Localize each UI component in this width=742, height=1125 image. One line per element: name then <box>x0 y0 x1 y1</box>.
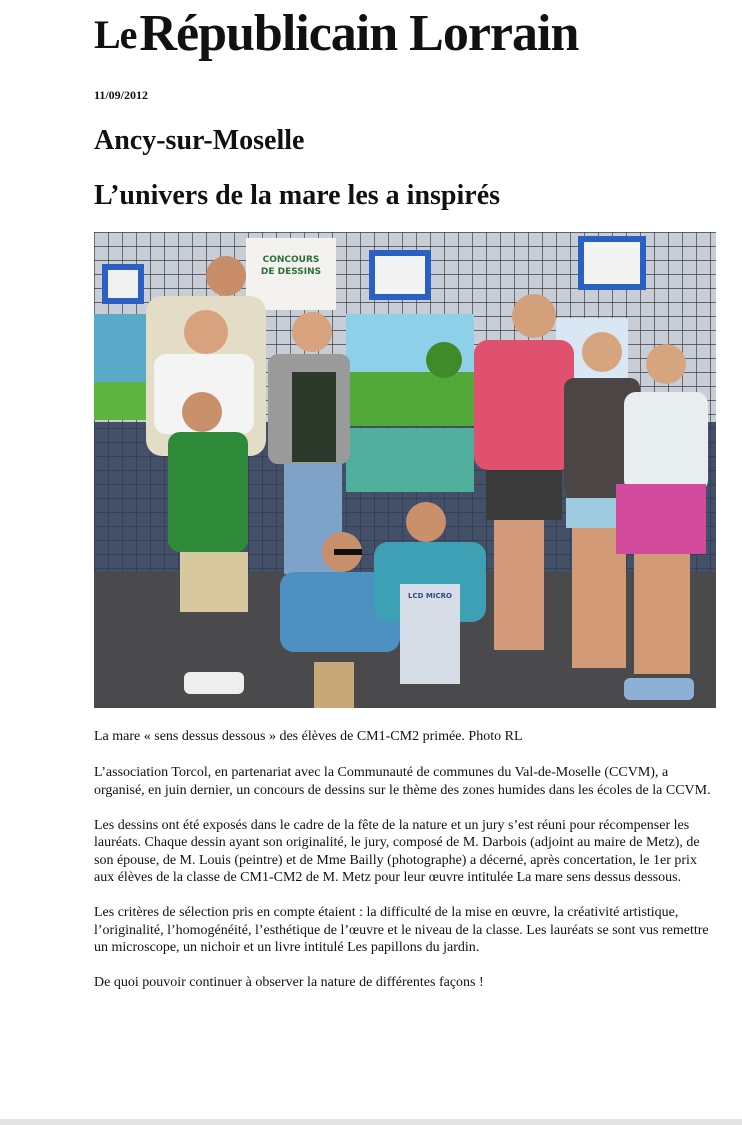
newspaper-masthead <box>94 4 664 68</box>
article-location: Ancy-sur-Moselle <box>94 125 305 156</box>
article-paragraph: Les dessins ont été exposés dans le cadre de la fête de la nature et un jury s’est réuni pour récompenser les lauréats. Chaque dessin ayant son originalité, le jury, composé de M. Darbois (adjoint au maire de Metz), de son épouse, de M. Louis (peintre) et de Mme Bailly (photographe) a décerné, après concertation, le 1er prix aux élèves de la classe de CM1-CM2 de M. Metz pour leur œuvre intitulée La mare sens dessus dessous. <box>94 817 700 885</box>
masthead-name: Républicain Lorrain <box>139 5 579 62</box>
article-title: L’univers de la mare les a inspirés <box>94 180 501 211</box>
article-paragraph: L’association Torcol, en partenariat avec la Communauté de communes du Val-de-Moselle (CCVM), a organisé, en juin dernier, un concours de dessins sur le thème des zones humides dans les écoles de la CCVM. <box>94 765 711 798</box>
svg-text:LCD MICRO: LCD MICRO <box>408 592 452 600</box>
article-paragraph: Les critères de sélection pris en compte étaient : la difficulté de la mise en œuvre, la créativité artistique, l’originalité, l’homogénéité, l’esthétique de l’œuvre et le niveau de la classe. Les lauréats se sont vus remettre un microscope, un nichoir et un livre intitulé Les papillons du jardin. <box>94 905 709 955</box>
article-photo <box>94 232 716 708</box>
svg-text:DE DESSINS: DE DESSINS <box>260 267 322 277</box>
photo-caption: La mare « sens dessus dessous » des élèves de CM1-CM2 primée. Photo RL <box>94 729 523 744</box>
article-date: 11/09/2012 <box>94 88 149 102</box>
svg-text:CONCOURS: CONCOURS <box>262 255 320 265</box>
page-bottom-divider <box>0 1119 742 1125</box>
article-body <box>94 764 719 1009</box>
photo-illustration <box>94 232 716 708</box>
article-paragraph: De quoi pouvoir continuer à observer la nature de différentes façons ! <box>94 975 484 990</box>
masthead-prefix: Le <box>94 12 137 57</box>
